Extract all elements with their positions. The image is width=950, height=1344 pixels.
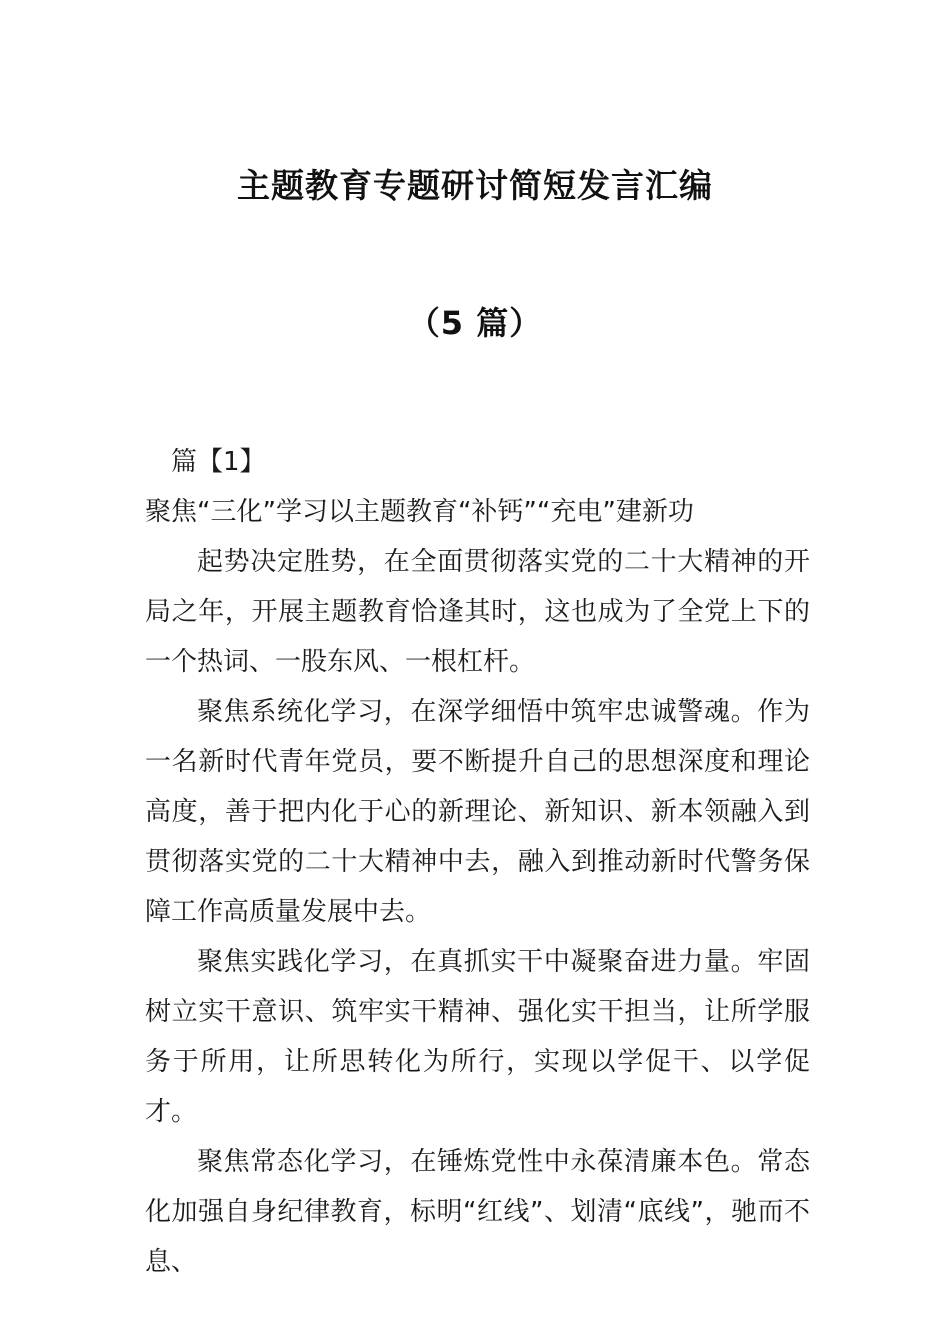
section-label: 篇【1】 <box>171 447 266 477</box>
document-title: 主题教育专题研讨简短发言汇编 <box>237 166 713 205</box>
document-body <box>145 437 810 1287</box>
article-heading: 聚焦“三化”学习以主题教育“补钙”“充电”建新功 <box>145 497 694 527</box>
paragraph: 聚焦常态化学习，在锤炼党性中永葆清廉本色。常态化加强自身纪律教育，标明“红线”、划清“底线”，驰而不息、 <box>145 1147 810 1277</box>
paragraph: 起势决定胜势，在全面贯彻落实党的二十大精神的开局之年，开展主题教育恰逢其时，这也成为了全党上下的一个热词、一股东风、一根杠杆。 <box>145 547 810 677</box>
paragraph: 聚焦系统化学习，在深学细悟中筑牢忠诚警魂。作为一名新时代青年党员，要不断提升自己的思想深度和理论高度，善于把内化于心的新理论、新知识、新本领融入到贯彻落实党的二十大精神中去，融入到推动新时代警务保障工作高质量发展中去。 <box>145 697 810 927</box>
paragraph: 聚焦实践化学习，在真抓实干中凝聚奋进力量。牢固树立实干意识、筑牢实干精神、强化实干担当，让所学服务于所用，让所思转化为所行，实现以学促干、以学促才。 <box>145 947 810 1127</box>
document-subtitle: （5 篇） <box>407 304 543 342</box>
